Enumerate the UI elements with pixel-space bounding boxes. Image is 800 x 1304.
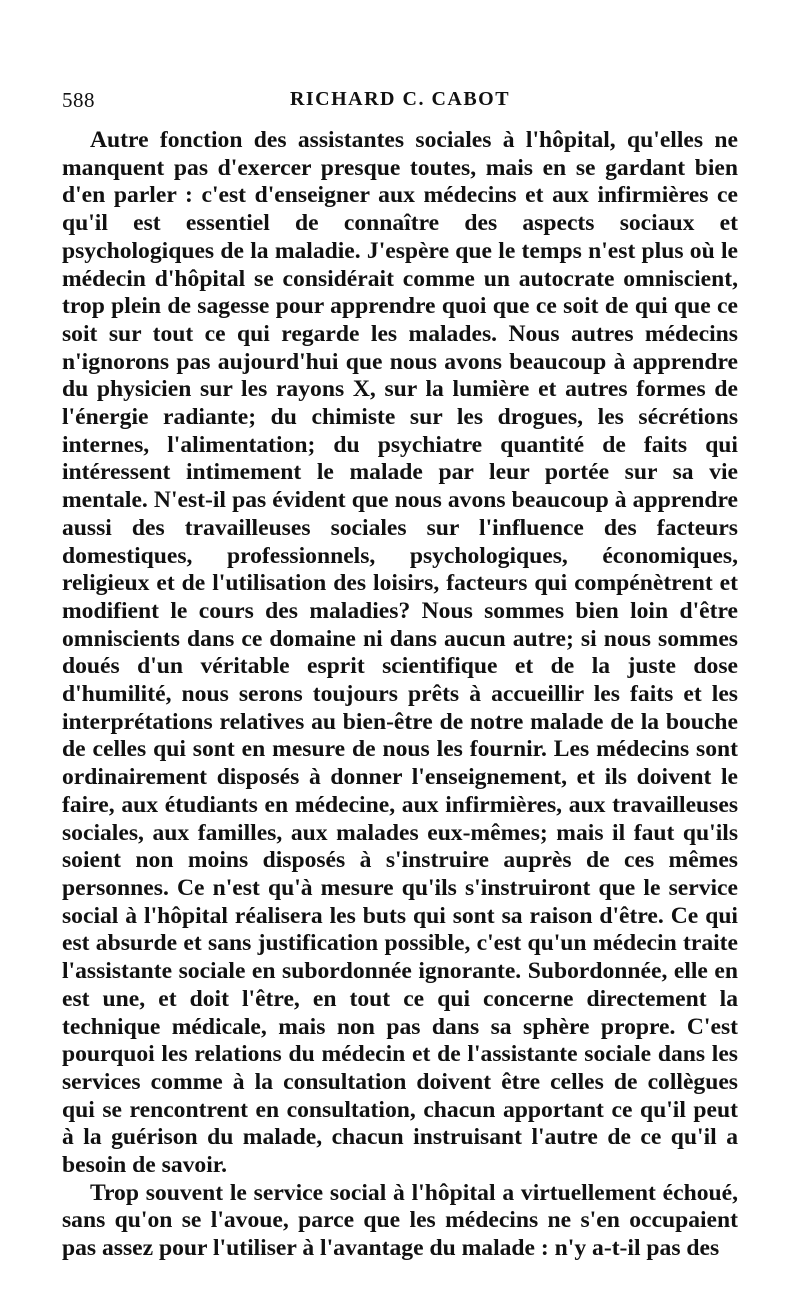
running-head	[62, 88, 738, 114]
paragraph: Autre fonction des assistantes sociales à l'hôpital, qu'elles ne manquent pas d'exercer presque toutes, mais en se gardant bien d'en parler : c'est d'enseigner aux médecins et aux infirmières ce qu'il est essentiel de connaître des aspects sociaux et psychologiques de la maladie. J'espère que le temps n'est plus où le médecin d'hôpital se considérait comme un autocrate omniscient, trop plein de sagesse pour apprendre quoi que ce soit de qui que ce soit sur tout ce qui regarde les malades. Nous autres médecins n'ignorons pas aujourd'hui que nous avons beaucoup à apprendre du physicien sur les rayons X, sur la lumière et autres formes de l'énergie radiante; du chimiste sur les drogues, les sécrétions internes, l'alimentation; du psychiatre quantité de faits qui intéressent intimement le malade par leur portée sur sa vie mentale. N'est-il pas évident que nous avons beaucoup à apprendre aussi des travailleuses sociales sur l'influence des facteurs domestiques, professionnels, psychologiques, économiques, religieux et de l'utilisation des loisirs, facteurs qui compénètrent et modifient le cours des maladies? Nous sommes bien loin d'être omniscients dans ce domaine ni dans aucun autre; si nous sommes doués d'un véritable esprit scientifique et de la juste dose d'humilité, nous serons toujours prêts à accueillir les faits et les interprétations relatives au bien-être de notre malade de la bouche de celles qui sont en mesure de nous les fournir. Les médecins sont ordinairement disposés à donner l'enseignement, et ils doivent le faire, aux étudiants en médecine, aux infirmières, aux travailleuses sociales, aux familles, aux malades eux-mêmes; mais il faut qu'ils soient non moins disposés à s'instruire auprès de ces mêmes personnes. Ce n'est qu'à mesure qu'ils s'instruiront que le service social à l'hôpital réalisera les buts qui sont sa raison d'être. Ce qui est absurde et sans justification possible, c'est qu'un médecin traite l'assistante sociale en subordonnée ignorante. Subordonnée, elle en est une, et doit l'être, en tout ce qui concerne directement la technique médicale, mais non pas dans sa sphère propre. C'est pourquoi les relations du médecin et de l'assistante sociale dans les services comme à la consultation doivent être celles de collègues qui se rencontrent en consultation, chacun apportant ce qu'il peut à la guérison du malade, chacun instruisant l'autre de ce qu'il a besoin de savoir.	[62, 127, 738, 1179]
page-number: 588	[62, 88, 95, 112]
body-text	[62, 127, 738, 1263]
paragraph: Trop souvent le service social à l'hôpital a virtuellement échoué, sans qu'on se l'avoue, parce que les médecins ne s'en occupaient pas assez pour l'utiliser à l'avantage du malade : n'y a-t-il pas des	[62, 1179, 738, 1262]
running-title: RICHARD C. CABOT	[289, 88, 511, 110]
